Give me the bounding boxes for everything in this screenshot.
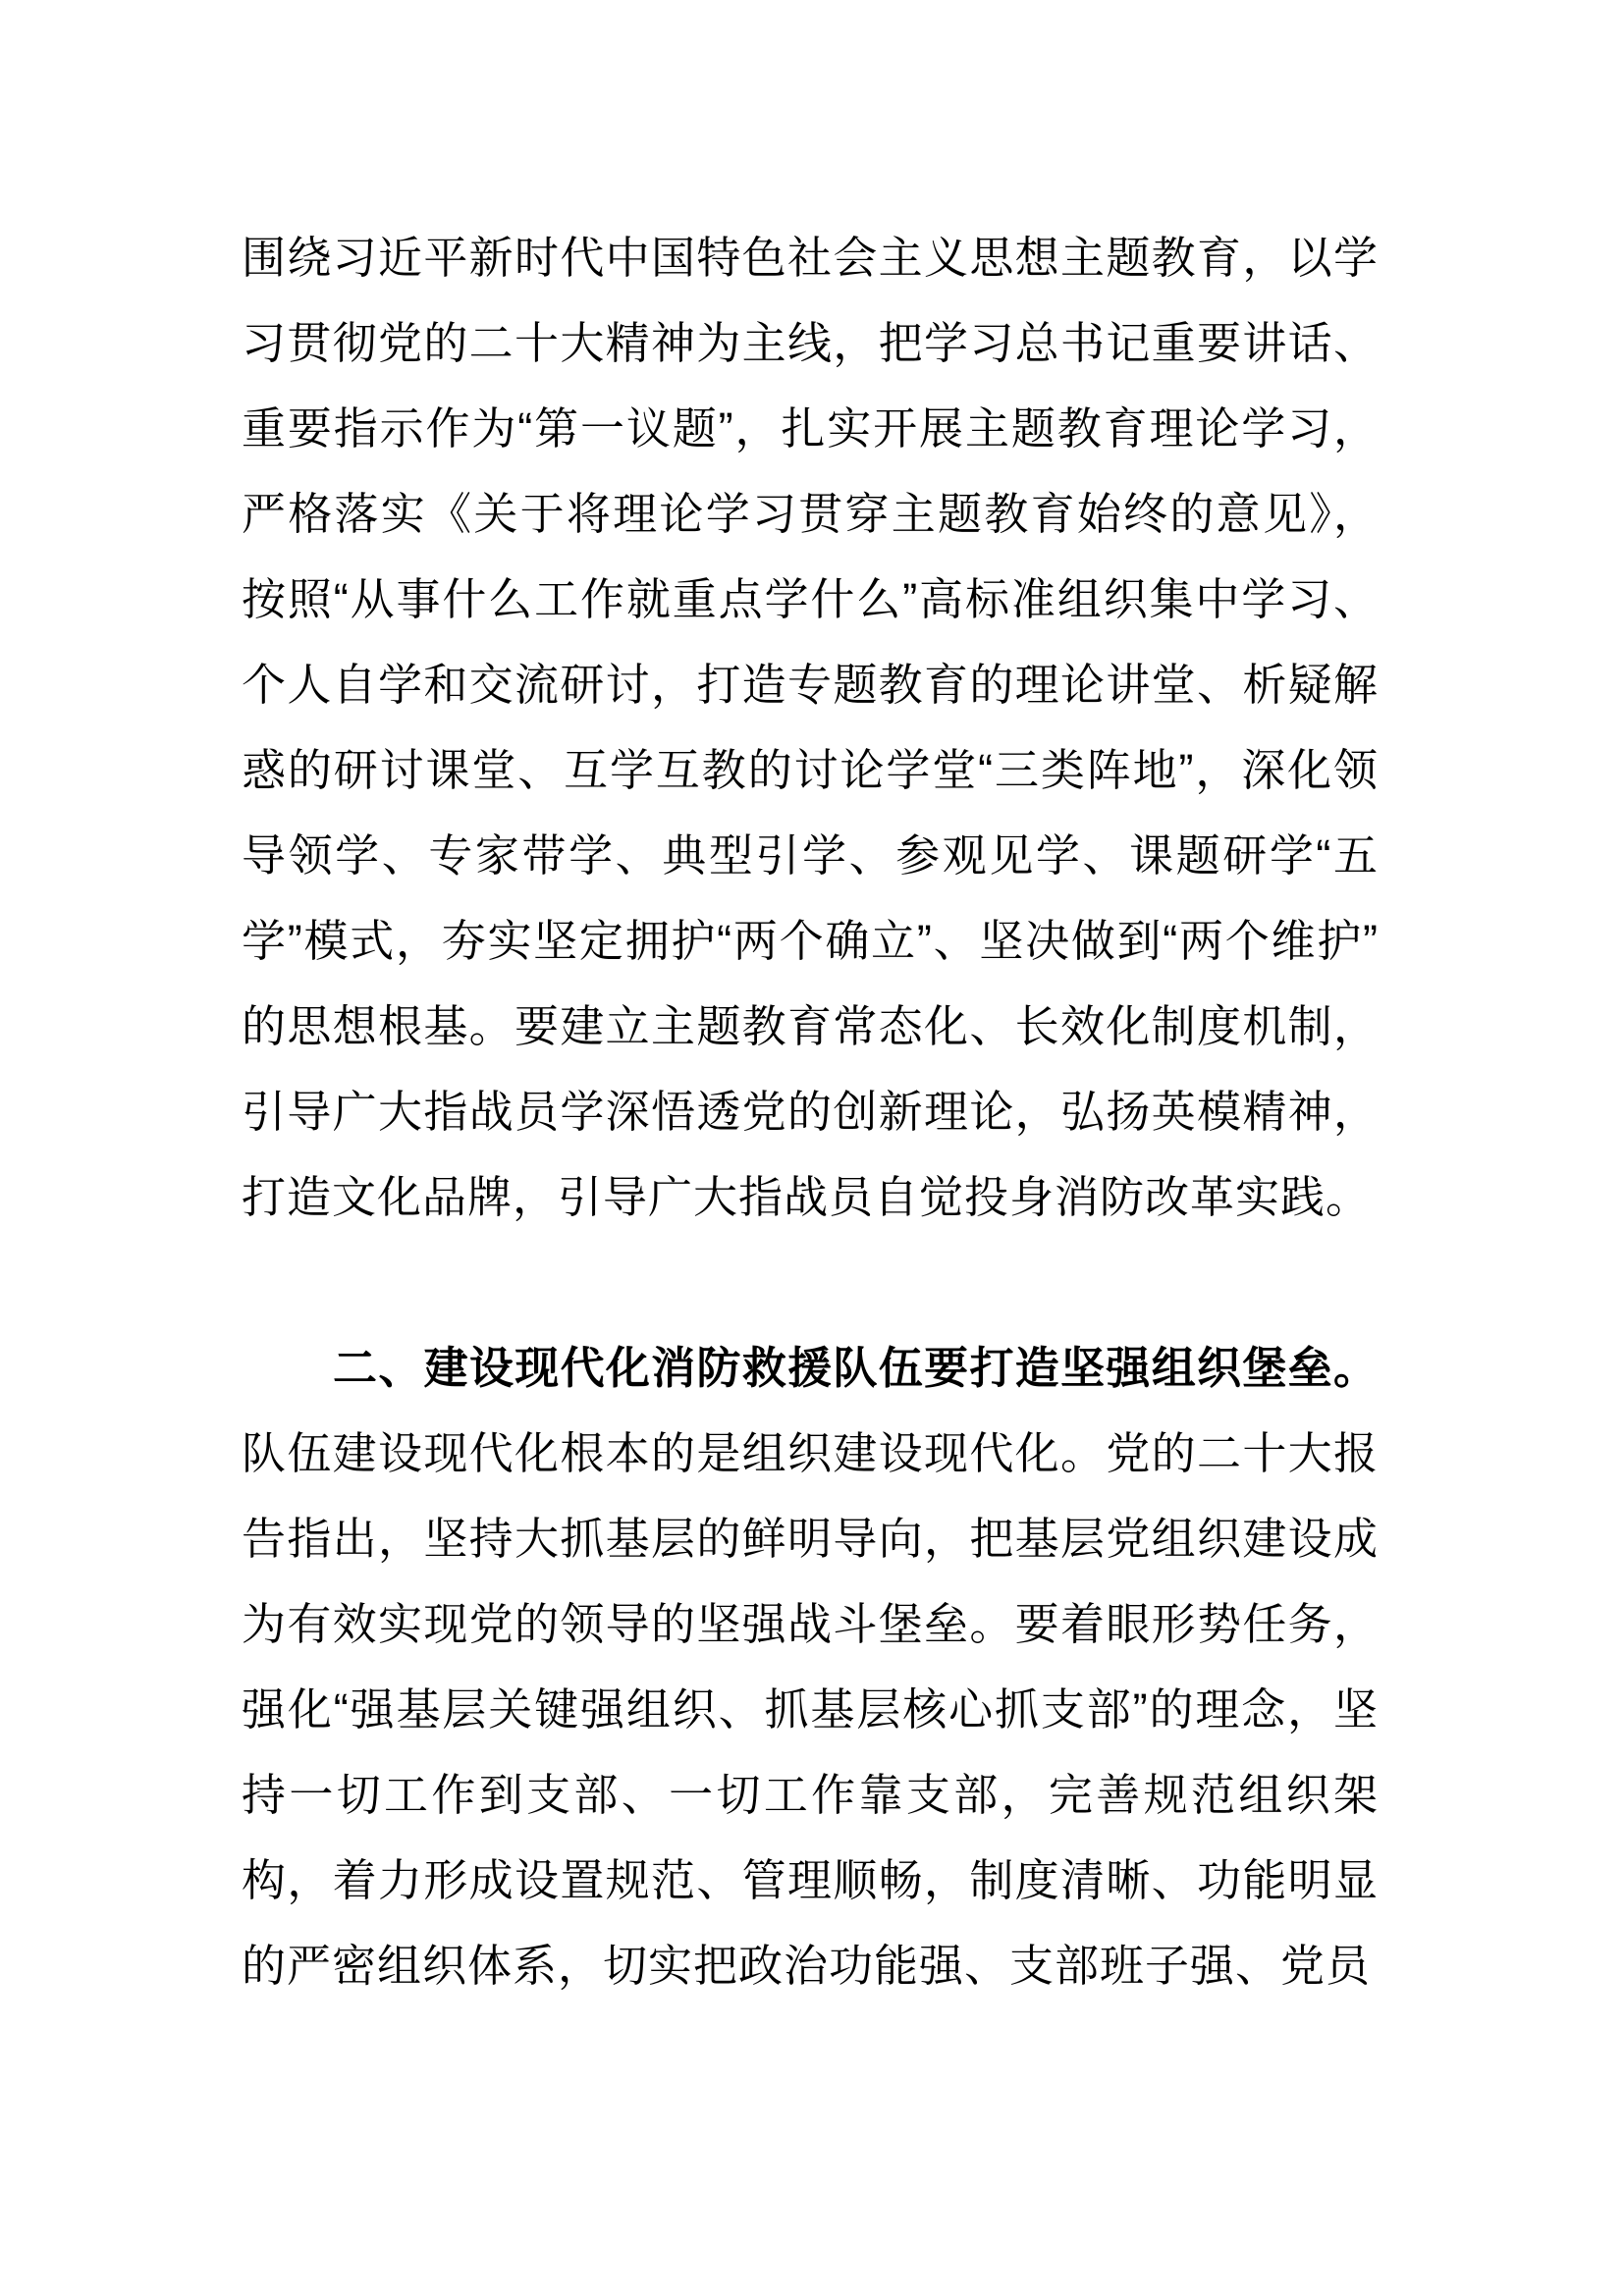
section-two-heading: 二、建设现代化消防救援队伍要打造坚强组织堡垒。: [333, 1343, 1379, 1393]
section-two-body-text: 队伍建设现代化根本的是组织建设现代化。党的二十大报告指出，坚持大抓基层的鲜明导向，把基层党组织建设成为有效实现党的领导的坚强战斗堡垒。要着眼形势任务，强化“强基层关键强组织、抓基层核心抓支部”的理念，坚持一切工作到支部、一切工作靠支部，完善规范组织架构，着力形成设置规范、管理顺畅，制度清晰、功能明显的严密组织体系，切实把政治功能强、支部班子强、党员: [242, 1428, 1379, 1991]
paragraph-continuation: [242, 215, 1379, 1240]
paragraph-continuation-text: 围绕习近平新时代中国特色社会主义思想主题教育，以学习贯彻党的二十大精神为主线，把学习总书记重要讲话、重要指示作为“第一议题”，扎实开展主题教育理论学习，严格落实《关于将理论学习贯穿主题教育始终的意见》，按照“从事什么工作就重点学什么”高标准组织集中学习、个人自学和交流研讨，打造专题教育的理论讲堂、析疑解惑的研讨课堂、互学互教的讨论学堂“三类阵地”，深化领导领学、专家带学、典型引学、参观见学、课题研学“五学”模式，夯实坚定拥护“两个确立”、坚决做到“两个维护”的思想根基。要建立主题教育常态化、长效化制度机制，引导广大指战员学深悟透党的创新理论，弘扬英模精神，打造文化品牌，引导广大指战员自觉投身消防改革实践。: [242, 233, 1379, 1222]
paragraph-section-two: [242, 1325, 1379, 2008]
